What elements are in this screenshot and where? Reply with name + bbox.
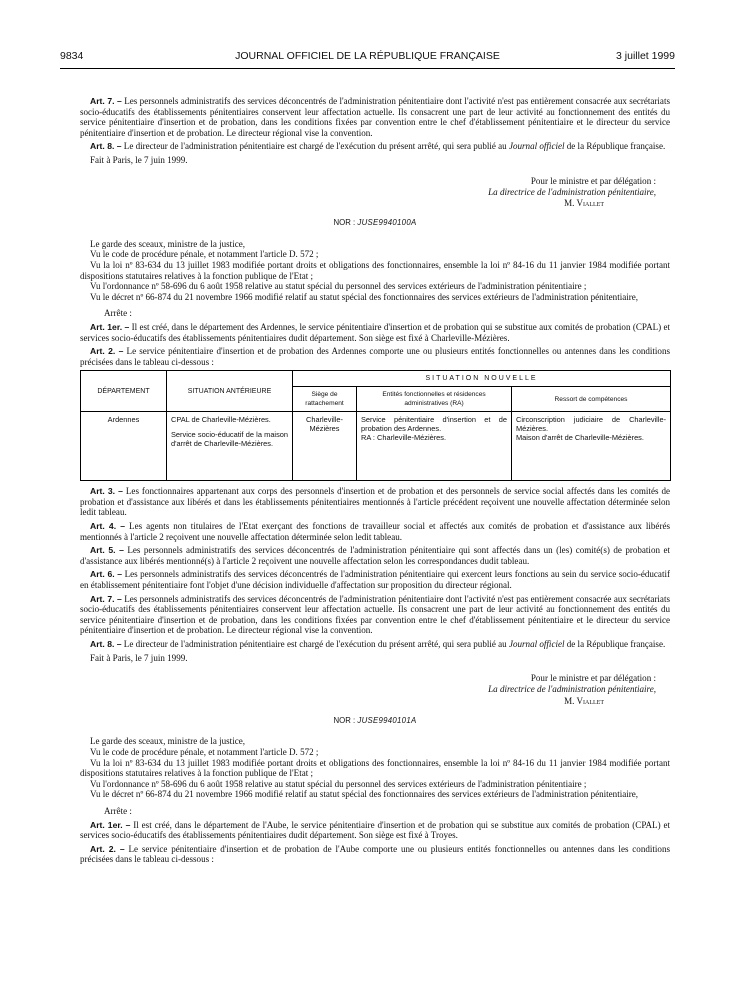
journal-title: JOURNAL OFFICIEL DE LA RÉPUBLIQUE FRANÇAISE: [235, 50, 500, 62]
document-body: [80, 96, 670, 865]
nor-reference-first: NOR : JUSE9940100A: [333, 218, 417, 228]
signature-block-first: Pour le ministre et par délégation : La directrice de l'administration pénitentiaire, M. Viallet: [488, 175, 656, 208]
arrete-second: Arrête :: [104, 805, 132, 816]
article-3: Art. 3. – Les fonctionnaires appartenant aux corps des personnels d'insertion et de probation et des personnels de service social affectés dans les comités de probation et d'assistance aux libérés et dans les établissements pénitentiaires mentionnés à l'article précédent reçoivent une nouvelle affectation déterminée selon ledit tableau.: [80, 486, 670, 518]
visa-4-first: Vu le décret nº 66-874 du 21 novembre 1966 modifié relatif au statut spécial des fonctionnaires des services extérieurs de l'administration pénitentiaire,: [90, 291, 639, 302]
visa-3-first: Vu l'ordonnance nº 58-696 du 6 août 1958 relative au statut spécial du personnel des services extérieurs de l'administration pénitentiaire ;: [90, 281, 587, 292]
article-5: Art. 5. – Les personnels administratifs des services déconcentrés de l'administration pénitentiaire qui sont affectés dans un (les) comité(s) de probation et d'assistance aux libérés mentionné(s) à l'article 2 reçoivent une nouvelle affectation selon les correspondances dudit tableau.: [80, 545, 670, 566]
col-header-departement: DÉPARTEMENT: [81, 371, 167, 412]
article-8-second: Art. 8. – Le directeur de l'administration pénitentiaire est chargé de l'exécution du présent arrêté, qui sera publié au Journal officiel de la République française.: [90, 639, 666, 650]
header-rule: [60, 68, 675, 69]
visa-4-second: Vu le décret nº 66-874 du 21 novembre 1966 modifié relatif au statut spécial des fonctionnaires des services extérieurs de l'administration pénitentiaire,: [90, 789, 639, 800]
article-1-first: Art. 1er. – Il est créé, dans le département des Ardennes, le service pénitentiaire d'insertion et de probation qui se substitue aux comités de probation (CPAL) et services socio-éducatifs des établissements pénitentiaires dudit département. Son siège est fixé à Charleville-Mézières.: [80, 321, 670, 343]
col-header-situation-anterieure: SITUATION ANTÉRIEURE: [167, 371, 293, 412]
visa-2-second: Vu la loi nº 83-634 du 13 juillet 1983 modifiée portant droits et obligations des fonctionnaires, ensemble la loi nº 84-16 du 11 janvier 1984 modifiée portant dispositions statutaires relatives à la fonction publique de l'Etat ;: [80, 757, 670, 779]
cell-ressort: Circonscription judiciaire de Charleville-Mézières. Maison d'arrêt de Charleville-Mézières.: [512, 412, 671, 481]
article-2-second: Art. 2. – Le service pénitentiaire d'insertion et de probation de l'Aube comporte une ou plusieurs entités fonctionnelles ou antennes dans les conditions précisées dans le tableau ci-dessous :: [80, 843, 670, 865]
visa-3-second: Vu l'ordonnance nº 58-696 du 6 août 1958 relative au statut spécial du personnel des services extérieurs de l'administration pénitentiaire ;: [90, 778, 587, 789]
table-row: [81, 412, 671, 481]
fait-a-paris-first: Fait à Paris, le 7 juin 1999.: [90, 154, 188, 165]
visa-2-first: Vu la loi nº 83-634 du 13 juillet 1983 modifiée portant droits et obligations des fonctionnaires, ensemble la loi nº 84-16 du 11 janvier 1984 modifiée portant dispositions statutaires relatives à la fonction publique de l'Etat ;: [80, 259, 670, 281]
page-header: [60, 50, 675, 64]
page-number: 9834: [60, 50, 84, 62]
col-header-ressort: Ressort de compétences: [512, 387, 671, 412]
col-header-entites: Entités fonctionnelles et résidences administratives (RA): [357, 387, 512, 412]
col-header-situation-nouvelle: SITUATION NOUVELLE: [293, 371, 671, 387]
article-7-second: Art. 7. – Les personnels administratifs des services déconcentrés de l'administration pénitentiaire dont l'activité n'est pas entièrement consacrée aux secrétariats socio-éducatifs des établissements pénitentiaires conservent leur affectation actuelle. Ils consacrent une part de leur activité au fonctionnement des entités du service pénitentiaire d'insertion et de probation, dans les conditions fixées par convention entre le chef d'établissement pénitentiaire et le directeur du service pénitentiaire d'insertion et de probation. Le directeur régional vise la convention.: [80, 593, 670, 636]
issue-date: 3 juillet 1999: [616, 50, 675, 62]
arrete-first: Arrête :: [104, 308, 132, 319]
cell-departement: Ardennes: [81, 412, 167, 481]
visa-1-second: Vu le code de procédure pénale, et notamment l'article D. 572 ;: [90, 747, 319, 757]
affectation-table: [80, 370, 671, 481]
cell-entites: Service pénitentiaire d'insertion et de probation des Ardennes. RA : Charleville-Mézières.: [357, 412, 512, 481]
article-8-first: Art. 8. – Le directeur de l'administration pénitentiaire est chargé de l'exécution du présent arrêté, qui sera publié au Journal officiel de la République française.: [90, 141, 666, 152]
signature-block-second: Pour le ministre et par délégation : La directrice de l'administration pénitentiaire, M. Viallet: [488, 673, 656, 706]
cell-siege: Charleville-Mézières: [293, 412, 357, 481]
article-6: Art. 6. – Les personnels administratifs des services déconcentrés de l'administration pénitentiaire qui exercent leurs fonctions au sein du service socio-éducatif en établissement pénitentiaire font l'objet d'une décision individuelle d'affectation sur proposition du directeur régional.: [80, 569, 670, 591]
garde-des-sceaux-first: Le garde des sceaux, ministre de la justice,: [90, 238, 245, 249]
article-1-second: Art. 1er. – Il est créé, dans le département de l'Aube, le service pénitentiaire d'insertion et de probation qui se substitue aux comités de probation (CPAL) et services socio-éducatifs des établissements pénitentiaires dudit département. Son siège est fixé à Troyes.: [80, 819, 670, 841]
article-2-first: Art. 2. – Le service pénitentiaire d'insertion et de probation des Ardennes comporte une ou plusieurs entités fonctionnelles ou antennes dans les conditions précisées dans le tableau ci-dessous :: [80, 346, 671, 367]
nor-reference-second: NOR : JUSE9940101A: [333, 715, 417, 725]
col-header-siege: Siège de rattachement: [293, 387, 357, 412]
garde-des-sceaux-second: Le garde des sceaux, ministre de la justice,: [90, 736, 245, 747]
visa-1-first: Vu le code de procédure pénale, et notamment l'article D. 572 ;: [90, 249, 319, 260]
cell-situation-anterieure: CPAL de Charleville-Mézières. Service socio-éducatif de la maison d'arrêt de Charleville-Mézières.: [167, 412, 293, 481]
article-7-first: Art. 7. – Les personnels administratifs des services déconcentrés de l'administration pénitentiaire dont l'activité n'est pas entièrement consacrée aux secrétariats socio-éducatifs des établissements pénitentiaires conservent leur affectation actuelle. Ils consacrent une part de leur activité au fonctionnement des entités du service pénitentiaire d'insertion et de probation, dans les conditions fixées par convention entre le chef d'établissement pénitentiaire et le directeur du service pénitentiaire d'insertion et de probation. Le directeur régional vise la convention.: [80, 96, 670, 138]
fait-a-paris-second: Fait à Paris, le 7 juin 1999.: [90, 652, 188, 663]
article-4: Art. 4. – Les agents non titulaires de l'Etat exerçant des fonctions de travailleur social et affectés aux comités de probation et d'assistance aux libérés mentionnés à l'article 2 reçoivent une nouvelle affectation déterminée selon ledit tableau.: [80, 521, 670, 542]
